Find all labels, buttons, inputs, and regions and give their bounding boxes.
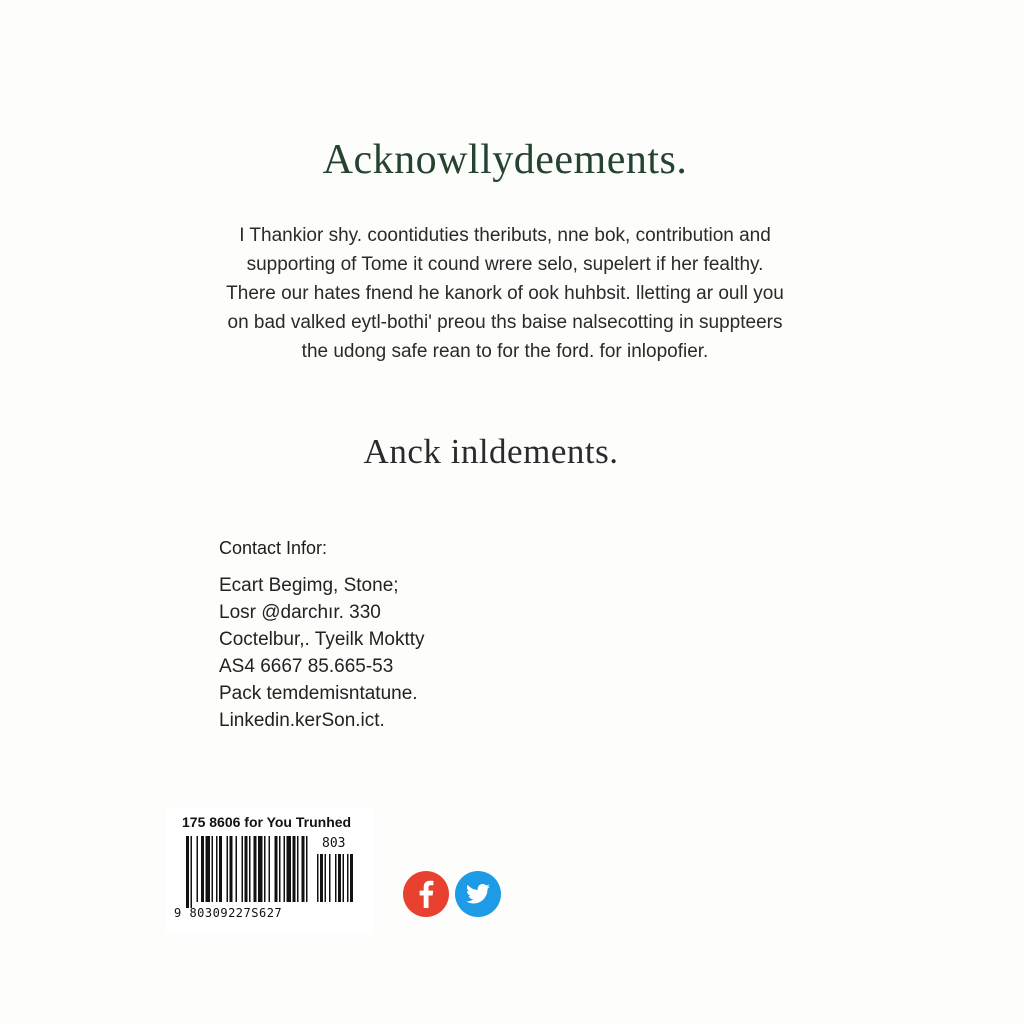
twitter-icon[interactable] <box>455 871 501 917</box>
barcode-title: 175 8606 for You Trunhed <box>182 814 352 830</box>
barcode-bar <box>297 836 299 902</box>
barcode-bar <box>216 836 218 902</box>
barcode-bar <box>242 836 244 902</box>
page-title: Acknowllydeements. <box>322 137 688 183</box>
barcode-bar <box>206 836 211 902</box>
contact-info <box>219 572 425 734</box>
barcode-bar <box>197 836 199 902</box>
paragraph-line: There our hates fnend he kanork of ook huhbsit. lletting ar oull you <box>226 283 784 304</box>
barcode-bar <box>230 836 233 902</box>
contact-line: Coctelbur,. Tyeilk Moktty <box>219 629 425 650</box>
paragraph-line: supporting of Tome it cound wrere selo, supelert if her fealthy. <box>246 254 764 275</box>
barcode-addon-bar <box>335 854 337 902</box>
barcode-bar <box>249 836 251 902</box>
section-subtitle: Anck inldements. <box>363 432 619 471</box>
contact-line: Pack temdemisntatune. <box>219 683 418 704</box>
paragraph-line: on bad valked eytl-bothi' preou ths baise nalsecotting in suppteers <box>227 312 783 333</box>
barcode-bar <box>191 836 193 908</box>
contact-line: AS4 6667 85.665-53 <box>219 656 394 677</box>
paragraph-line: I Thankior shy. coontiduties theributs, nne bok, contribution and <box>239 225 771 246</box>
contact-line: Ecart Begimg, Stone; <box>219 575 399 596</box>
barcode-bar <box>186 836 189 908</box>
barcode-addon-bar <box>350 854 353 902</box>
barcode-addon-bar <box>320 854 323 902</box>
barcode-bar <box>236 836 238 902</box>
contact-link[interactable]: Linkedin.kerSon.ict. <box>219 710 385 731</box>
barcode-addon-bar <box>325 854 327 902</box>
contact-heading: Contact Infor: <box>219 538 328 558</box>
barcode-bar <box>254 836 257 902</box>
barcode-bar <box>293 836 296 902</box>
barcode-number: 9 80309227S627 <box>174 906 283 920</box>
barcode-bar <box>306 836 308 902</box>
barcode-bar <box>227 836 229 902</box>
paragraph-line: the udong safe rean to for the ford. for inlopofier. <box>301 341 709 362</box>
barcode-bar <box>275 836 278 902</box>
isbn-barcode <box>166 808 374 934</box>
barcode-bar <box>258 836 263 902</box>
barcode-bar <box>287 836 292 902</box>
barcode-bar <box>269 836 271 902</box>
facebook-icon[interactable] <box>403 871 449 917</box>
barcode-bar <box>212 836 214 902</box>
barcode-addon-bar <box>338 854 341 902</box>
barcode-addon-bar <box>329 854 331 902</box>
barcode-bar <box>245 836 248 902</box>
barcode-bar <box>302 836 305 902</box>
twitter-glyph <box>455 871 501 917</box>
barcode-bar <box>279 836 281 902</box>
barcode-bar <box>284 836 286 902</box>
barcode-bar <box>264 836 266 902</box>
barcode-addon-bar <box>343 854 345 902</box>
barcode-addon-bar <box>317 854 319 902</box>
contact-line: Losr @darchır. 330 <box>219 602 381 623</box>
barcode-bar <box>201 836 204 902</box>
barcode-addon-bar <box>347 854 349 902</box>
acknowledgement-paragraph <box>180 221 830 366</box>
facebook-glyph <box>403 871 449 917</box>
barcode-bar <box>219 836 222 902</box>
barcode-addon-number: 803 <box>322 836 346 851</box>
